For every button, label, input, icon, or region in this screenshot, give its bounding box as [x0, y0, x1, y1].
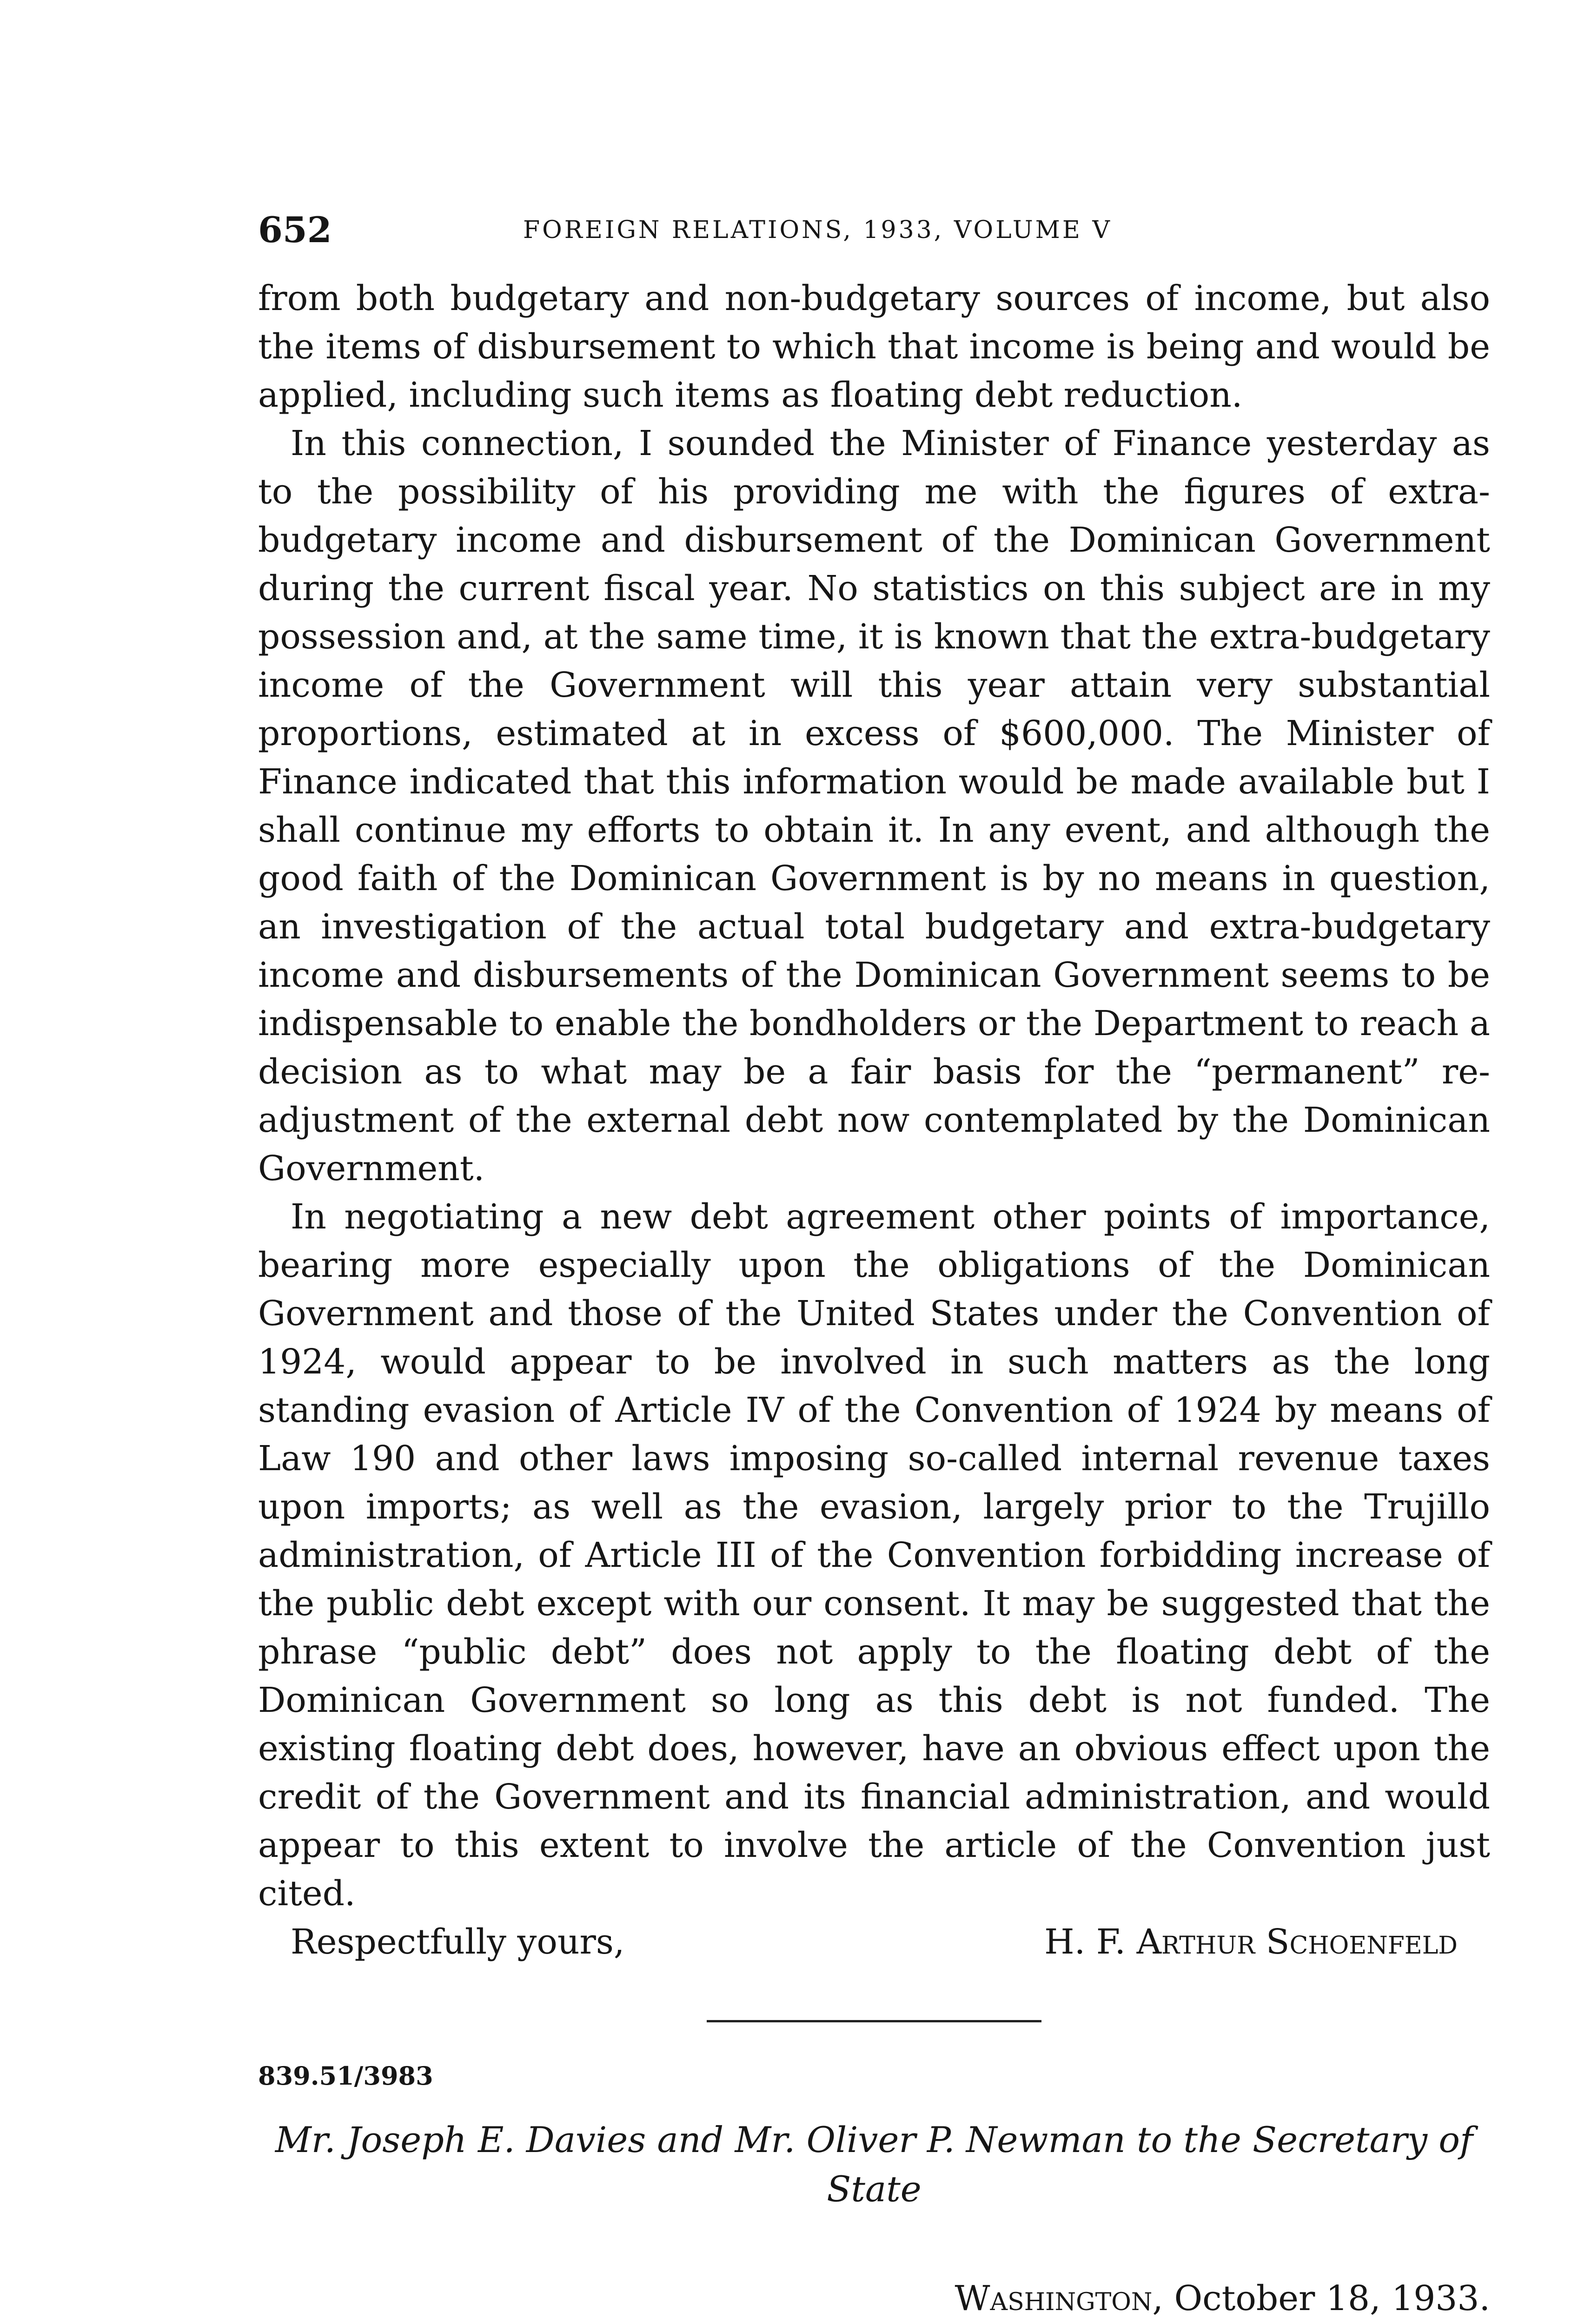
page: [258, 205, 1490, 2324]
paragraph-debt-agreement: In negotiating a new debt agreement other points of importance, bearing more especially upon the obligations of the Dominican Government and those of the United States under the Convention of 1924, would appear to be involved in such matters as the long standing evasion of Article IV of the Convention of 1924 by means of Law 190 and other laws imposing so-called internal revenue taxes upon imports; as well as the evasion, largely prior to the Trujillo administration, of Article III of the Convention forbidding increase of the public debt except with our consent. It may be suggested that the phrase “public debt” does not apply to the floating debt of the Dominican Government so long as this debt is not funded. The existing floating debt does, however, have an obvious effect upon the credit of the Government and its financial administration, and would appear to this extent to involve the article of the Convention just cited.: [258, 1197, 1490, 1914]
dateline-place: Washington,: [955, 2278, 1163, 2318]
page-header: [258, 205, 1490, 260]
dateline-date: October 18, 1933.: [1163, 2278, 1490, 2318]
dateline: [258, 2274, 1490, 2323]
paragraph-finance-minister: In this connection, I sounded the Minister of Finance yesterday as to the possibility of his providing me with the figures of extra-budgetary income and disbursement of the Dominican Government during the current fiscal year. No statistics on this subject are in my possession and, at the same time, it is known that the extra-budgetary income of the Government will this year attain very substantial proportions, estimated at in excess of $600,000. The Minister of Finance indicated that this information would be made available but I shall continue my efforts to obtain it. In any event, and although the good faith of the Dominican Government is by no means in question, an investigation of the actual total budgetary and extra-budgetary income and disbursements of the Dominican Government seems to be indispensable to enable the bondholders or the Department to reach a decision as to what may be a fair basis for the “permanent” re-adjustment of the external debt now contemplated by the Dominican Government.: [258, 423, 1490, 1188]
closing: Respectfully yours,: [291, 1922, 625, 1962]
document-title: Mr. Joseph E. Davies and Mr. Oliver P. Newman to the Secretary of State: [275, 2119, 1473, 2210]
running-head: FOREIGN RELATIONS, 1933, VOLUME V: [523, 216, 1112, 244]
file-number: 839.51/3983: [258, 2061, 433, 2091]
page-number: 652: [258, 209, 332, 251]
section-divider: [707, 2020, 1041, 2022]
signature-block: [258, 1918, 1490, 1969]
paragraph-continued: from both budgetary and non-budgetary sources of income, but also the items of disbursement to which that income is being and would be applied, including such items as floating debt reduction.: [258, 278, 1490, 415]
signer-name: H. F. Arthur Schoenfeld: [1044, 1922, 1458, 1962]
